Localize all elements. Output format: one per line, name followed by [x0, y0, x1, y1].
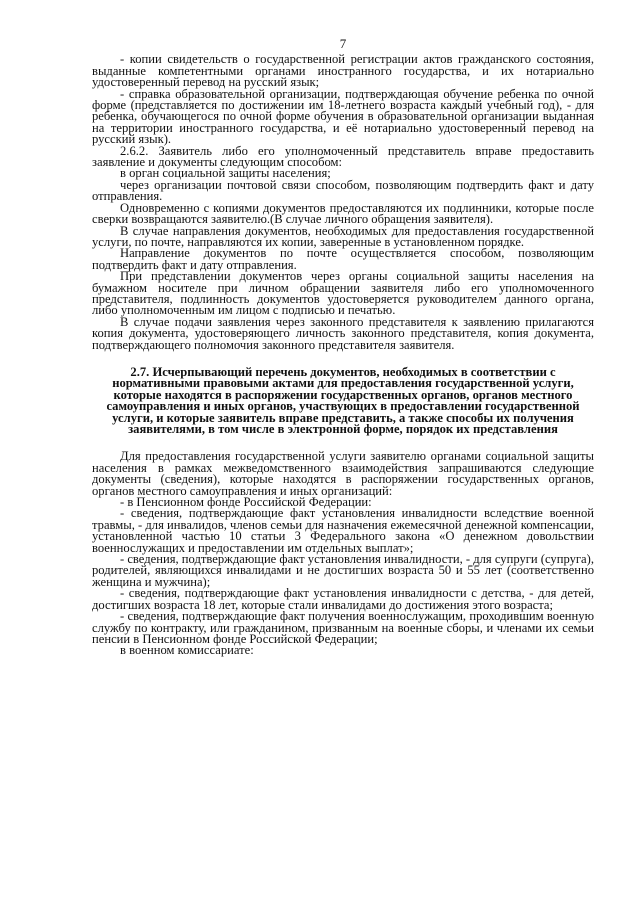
paragraph: Одновременно с копиями документов предоставляются их подлинники, которые после сверки возвращаются заявителю.(В случае личного обращения заявителя). [92, 200, 594, 227]
paragraph: - сведения, подтверждающие факт установления инвалидности с детства, - для детей, достигших возраста 18 лет, которые стали инвалидами до достижения этого возраста; [92, 586, 594, 612]
paragraph: Направление документов по почте осуществляется способом, позволяющим подтвердить факт и дату отправления. [92, 246, 594, 272]
paragraphs-before [92, 54, 594, 351]
paragraph: При представлении документов через органы социальной защиты населения на бумажном носителе при личном обращении заявителя либо его уполномоченного представителя, подлинность документов удостоверяется руководителем данного органа, либо уполномоченным им лицом с подписью и печатью. [92, 269, 594, 318]
paragraph: в военном комиссариате: [120, 643, 254, 658]
paragraph: - копии свидетельств о государственной регистрации актов гражданского состояния, выданные компетентными органами иностранного государства, и их нотариально удостоверенный перевод на русский язык; [92, 52, 594, 90]
paragraph: - справка образовательной организации, подтверждающая обучение ребенка по очной форме (представляется по достижении им 18-летнего возраста каждый учебный год), - для ребенка, обучающегося по очной форме обучения в образовательной организации выданная на территории иностранного государства, и её нотариально удостоверенный перевод на русский язык). [92, 86, 594, 147]
paragraph: - в Пенсионном фонде Российской Федерации: [120, 495, 372, 510]
paragraph: через организации почтовой связи способом, позволяющим подтвердить факт и дату отправления. [92, 177, 594, 204]
page-number: 7 [339, 36, 347, 51]
paragraph: - сведения, подтверждающие факт установления инвалидности, - для супруги (супруга), родителей, являющихся инвалидами и не достигших возраста 50 и 55 лет (соответственно женщина и мужчина); [92, 552, 594, 589]
paragraphs-after [92, 451, 594, 656]
paragraph: - сведения, подтверждающие факт установления инвалидности вследствие военной травмы, - для инвалидов, членов семьи для назначения ежемесячной денежной компенсации, установленной частью 10 статьи 3 Федерального закона «О денежном довольствии военнослужащих и предоставлении им отдельных выплат»; [92, 506, 594, 555]
paragraph: Для предоставления государственной услуги заявителю органами социальной защиты населения в рамках межведомственного взаимодействия запрашиваются следующие документы (сведения), которые находятся в распоряжении государственных органов, органов местного самоуправления и иных организаций: [92, 449, 594, 498]
document-page [92, 38, 594, 657]
section-heading: 2.7. Исчерпывающий перечень документов, необходимых в соответствии с нормативными правовыми актами для предоставления государственной услуги, которые находятся в распоряжении государственных органов, органов местного самоуправления и иных органов, участвующих в предоставлении государственной услуги, и которые заявитель вправе представить, а также способы их получения заявителями, в том числе в электронной форме, порядок их представления [106, 364, 580, 436]
paragraph: 2.6.2. Заявитель либо его уполномоченный представитель вправе предоставить заявление и документы следующим способом: [92, 143, 594, 170]
paragraph: - сведения, подтверждающие факт получения военнослужащим, проходившим военную службу по контракту, или гражданином, призванным на военные сборы, и членами их семьи пенсии в Пенсионном фонде Российской Федерации; [92, 609, 594, 646]
paragraph: В случае направления документов, необходимых для предоставления государственной услуги, по почте, направляются их копии, заверенные в установленном порядке. [92, 223, 594, 249]
paragraph: в орган социальной защиты населения; [120, 166, 331, 181]
paragraph: В случае подачи заявления через законного представителя к заявлению прилагаются копия документа, удостоверяющего личность законного представителя, копия документа, подтверждающего полномочия законного представителя заявителя. [92, 314, 594, 352]
